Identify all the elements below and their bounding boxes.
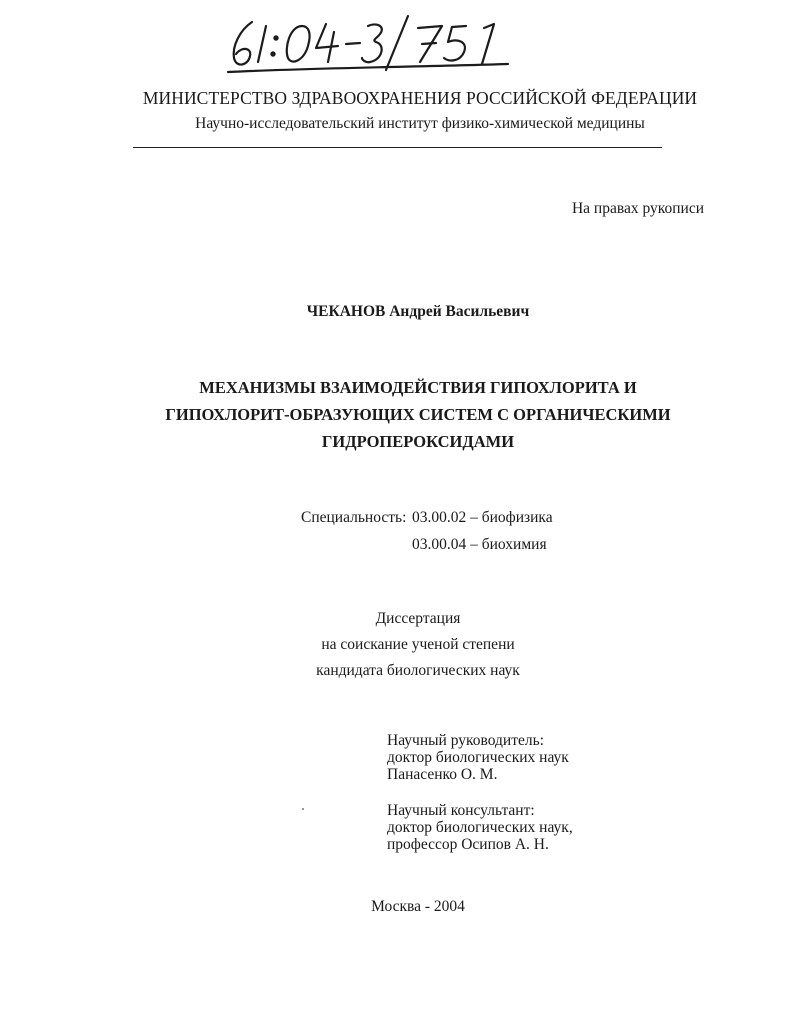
place-and-year: Москва - 2004 bbox=[371, 898, 465, 915]
consultant-name: профессор Осипов А. Н. bbox=[387, 836, 549, 853]
dissertation-degree: кандидата биологических наук bbox=[316, 662, 520, 679]
manuscript-rights-note: На правах рукописи bbox=[571, 200, 704, 217]
supervisor-role: Научный руководитель: bbox=[387, 732, 544, 749]
consultant-degree: доктор биологических наук, bbox=[387, 819, 573, 836]
consultant-role: Научный консультант: bbox=[387, 802, 535, 819]
author-name: ЧЕКАНОВ Андрей Васильевич bbox=[306, 303, 530, 320]
ministry-heading: МИНИСТЕРСТВО ЗДРАВООХРАНЕНИЯ РОССИЙСКОЙ ФЕДЕРАЦИИ bbox=[142, 88, 698, 108]
supervisor-degree: доктор биологических наук bbox=[387, 749, 569, 766]
specialty-biochemistry: 03.00.04 – биохимия bbox=[412, 536, 547, 553]
thesis-title-line-2: ГИПОХЛОРИТ-ОБРАЗУЮЩИХ СИСТЕМ С ОРГАНИЧЕСКИМИ bbox=[165, 405, 671, 424]
scan-speck bbox=[302, 808, 304, 810]
specialty-biophysics: 03.00.02 – биофизика bbox=[412, 509, 553, 526]
thesis-title-line-1: МЕХАНИЗМЫ ВЗАИМОДЕЙСТВИЯ ГИПОХЛОРИТА И bbox=[199, 378, 637, 397]
institute-heading: Научно-исследовательский институт физико-химической медицины bbox=[195, 115, 645, 132]
supervisor-name: Панасенко О. М. bbox=[387, 766, 498, 783]
thesis-title-line-3: ГИДРОПЕРОКСИДАМИ bbox=[321, 432, 515, 451]
handwritten-catalog-number bbox=[222, 12, 512, 74]
dissertation-label: Диссертация bbox=[375, 610, 461, 627]
dissertation-purpose: на соискание ученой степени bbox=[321, 636, 515, 653]
specialty-label: Специальность: bbox=[301, 509, 407, 526]
header-divider bbox=[133, 147, 662, 148]
